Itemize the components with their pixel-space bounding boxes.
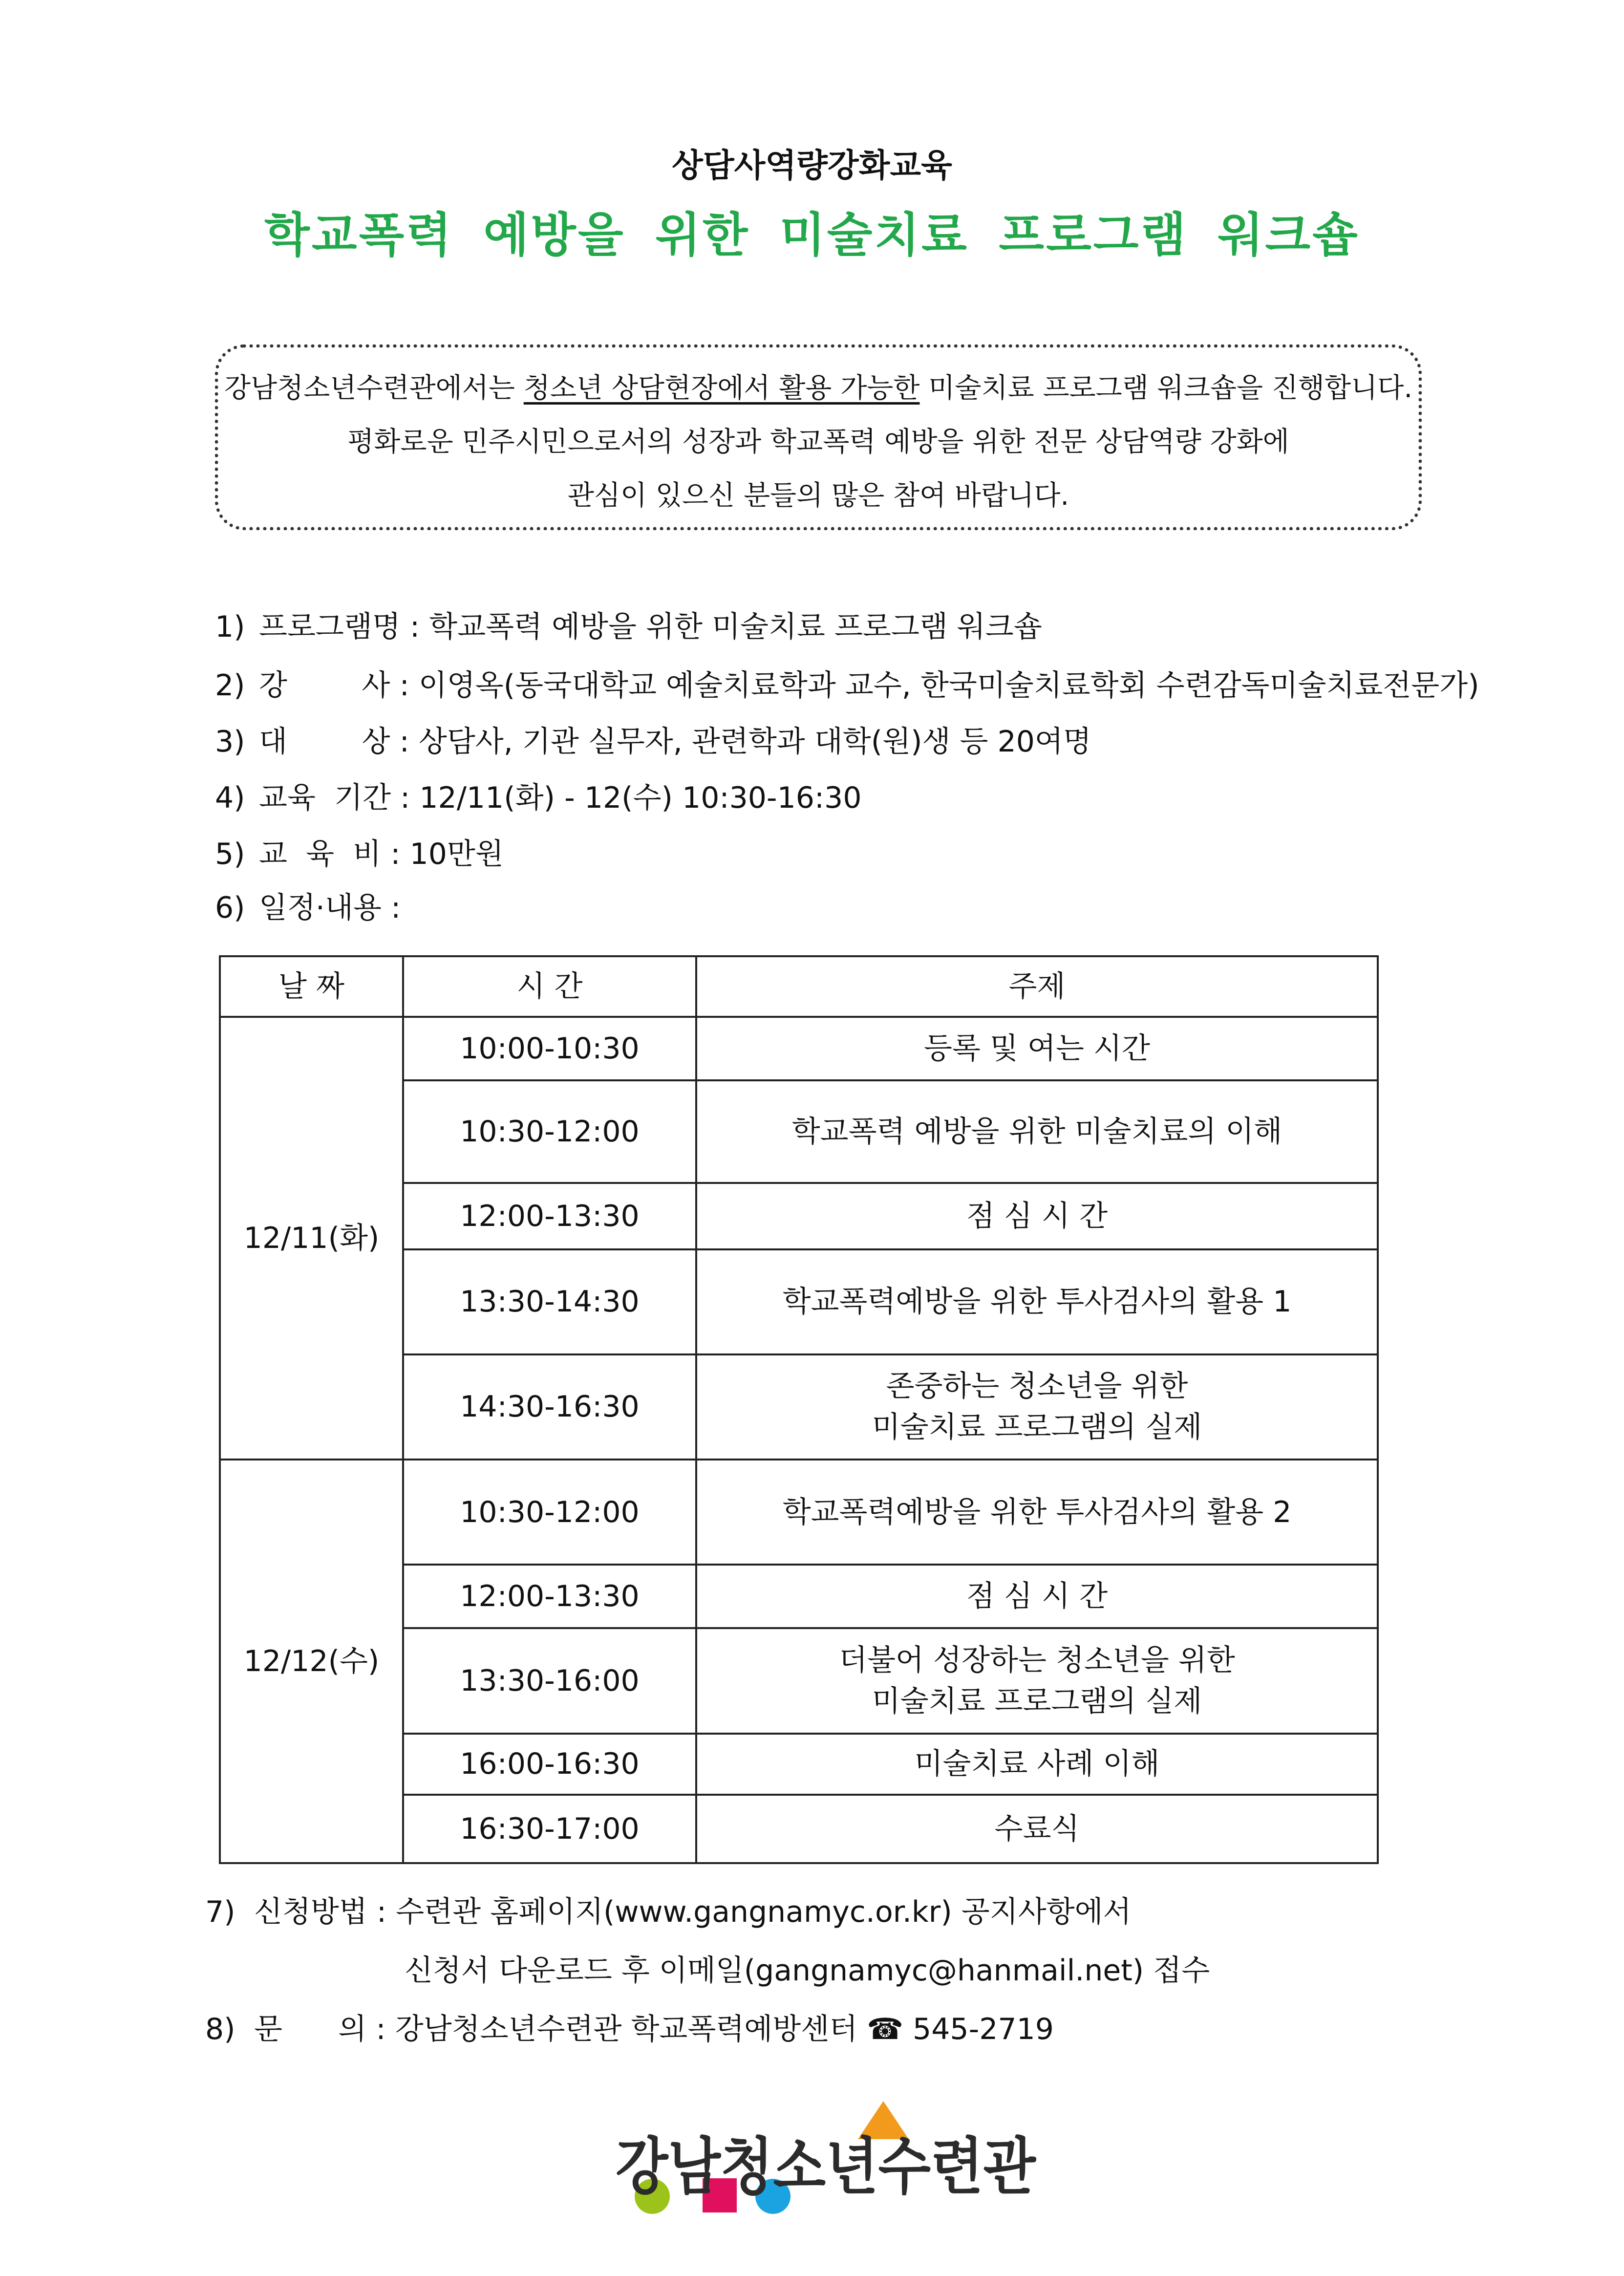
time-cell: 12:00-13:30 bbox=[403, 1565, 696, 1628]
info-item-program bbox=[215, 603, 1042, 645]
date-cell: 12/11(화) bbox=[220, 1017, 403, 1460]
topic-line: 미술치료 프로그램의 실제 bbox=[872, 1684, 1202, 1718]
info-separator: : bbox=[366, 2012, 395, 2046]
page-title: 학교폭력 예방을 위한 미술치료 프로그램 워크숍 bbox=[264, 208, 1360, 262]
contact-value: 강남청소년수련관 학교폭력예방센터 bbox=[395, 2012, 867, 2046]
column-header-topic: 주제 bbox=[696, 956, 1378, 1017]
contact-phone: 545-2719 bbox=[903, 2012, 1054, 2046]
time-cell: 16:30-17:00 bbox=[403, 1795, 696, 1863]
info-separator: : bbox=[390, 668, 419, 703]
info-number: 6) bbox=[215, 891, 245, 925]
info-value: 이영옥(동국대학교 예술치료학과 교수, 한국미술치료학회 수련감독미술치료전문가) bbox=[418, 668, 1479, 703]
intro-line-3: 관심이 있으신 분들의 많은 참여 바랍니다. bbox=[567, 480, 1069, 512]
info-number: 7) bbox=[205, 1895, 235, 1929]
apply-method-line-2 bbox=[405, 1947, 1210, 1989]
info-separator: : bbox=[381, 837, 410, 871]
date-cell: 12/12(수) bbox=[220, 1460, 403, 1863]
topic-cell: 점 심 시 간 bbox=[696, 1183, 1378, 1249]
info-label: 강 사 bbox=[259, 668, 390, 703]
info-number: 4) bbox=[215, 781, 245, 815]
info-item-schedule bbox=[215, 884, 401, 926]
info-separator: : bbox=[381, 891, 401, 925]
topic-cell: 점 심 시 간 bbox=[696, 1565, 1378, 1628]
info-label: 프로그램명 bbox=[259, 610, 401, 644]
info-number: 1) bbox=[215, 610, 245, 644]
topic-cell: 학교폭력예방을 위한 투사검사의 활용 1 bbox=[696, 1249, 1378, 1354]
info-separator: : bbox=[400, 610, 429, 644]
info-label: 교 육 비 bbox=[259, 837, 382, 871]
time-cell: 10:30-12:00 bbox=[403, 1080, 696, 1183]
intro-underlined-text: 청소년 상담현장에서 활용 가능한 bbox=[523, 372, 920, 404]
time-cell: 10:30-12:00 bbox=[403, 1460, 696, 1565]
intro-line-1-pre: 강남청소년수련관에서는 bbox=[224, 372, 524, 404]
topic-cell: 수료식 bbox=[696, 1795, 1378, 1863]
topic-cell: 학교폭력 예방을 위한 미술치료의 이해 bbox=[696, 1080, 1378, 1183]
contact bbox=[205, 2006, 1054, 2048]
info-value: 10만원 bbox=[409, 837, 504, 871]
topic-line: 더불어 성장하는 청소년을 위한 bbox=[839, 1643, 1235, 1677]
time-cell: 12:00-13:30 bbox=[403, 1183, 696, 1249]
time-cell: 10:00-10:30 bbox=[403, 1017, 696, 1080]
topic-cell bbox=[696, 1628, 1378, 1733]
info-value: 12/11(화) - 12(수) 10:30-16:30 bbox=[419, 781, 862, 815]
topic-cell: 등록 및 여는 시간 bbox=[696, 1017, 1378, 1080]
time-cell: 13:30-16:00 bbox=[403, 1628, 696, 1733]
table-header-row bbox=[220, 956, 1378, 1017]
info-label: 일정·내용 bbox=[259, 891, 382, 925]
info-item-period bbox=[215, 774, 862, 816]
info-item-instructor bbox=[215, 662, 1479, 704]
schedule-table bbox=[219, 955, 1379, 1864]
time-cell: 16:00-16:30 bbox=[403, 1734, 696, 1795]
subtitle: 상담사역량강화교육 bbox=[672, 147, 952, 184]
apply-method bbox=[205, 1889, 1132, 1931]
intro-line-1-post: 미술치료 프로그램 워크숍을 진행합니다. bbox=[919, 372, 1413, 404]
table-row bbox=[220, 1017, 1378, 1080]
gangnam-youth-center-logo bbox=[606, 2101, 1046, 2218]
info-value: 학교폭력 예방을 위한 미술치료 프로그램 워크숍 bbox=[429, 610, 1042, 644]
info-separator: : bbox=[390, 725, 419, 759]
intro-box bbox=[215, 344, 1422, 530]
topic-line: 존중하는 청소년을 위한 bbox=[886, 1369, 1188, 1404]
info-label: 신청방법 bbox=[254, 1895, 367, 1929]
time-cell: 13:30-14:30 bbox=[403, 1249, 696, 1354]
info-item-fee bbox=[215, 831, 504, 873]
info-number: 5) bbox=[215, 837, 245, 871]
info-separator: : bbox=[390, 781, 420, 815]
info-separator: : bbox=[367, 1895, 396, 1929]
topic-line: 미술치료 프로그램의 실제 bbox=[872, 1410, 1202, 1445]
info-number: 3) bbox=[215, 725, 245, 759]
info-item-target bbox=[215, 718, 1091, 760]
info-label: 대 상 bbox=[259, 725, 390, 759]
topic-cell: 학교폭력예방을 위한 투사검사의 활용 2 bbox=[696, 1460, 1378, 1565]
intro-line-1 bbox=[218, 362, 1418, 415]
info-label: 문 의 bbox=[254, 2012, 367, 2046]
table-row bbox=[220, 1460, 1378, 1565]
topic-cell: 미술치료 사례 이해 bbox=[696, 1734, 1378, 1795]
apply-line-1: 수련관 홈페이지(www.gangnamyc.or.kr) 공지사항에서 bbox=[396, 1895, 1132, 1929]
logo-text: 강남청소년수련관 bbox=[616, 2131, 1037, 2203]
column-header-date: 날 짜 bbox=[220, 956, 403, 1017]
info-value: 상담사, 기관 실무자, 관련학과 대학(원)생 등 20여명 bbox=[418, 725, 1091, 759]
info-number: 8) bbox=[205, 2012, 235, 2046]
column-header-time: 시 간 bbox=[403, 956, 696, 1017]
apply-line-2: 신청서 다운로드 후 이메일(gangnamyc@hanmail.net) 접수 bbox=[405, 1954, 1210, 1988]
topic-cell bbox=[696, 1354, 1378, 1460]
phone-icon: ☎ bbox=[867, 2012, 903, 2046]
info-number: 2) bbox=[215, 668, 245, 703]
time-cell: 14:30-16:30 bbox=[403, 1354, 696, 1460]
intro-line-2: 평화로운 민주시민으로서의 성장과 학교폭력 예방을 위한 전문 상담역량 강화에 bbox=[347, 426, 1289, 458]
info-label: 교육 기간 bbox=[259, 781, 391, 815]
